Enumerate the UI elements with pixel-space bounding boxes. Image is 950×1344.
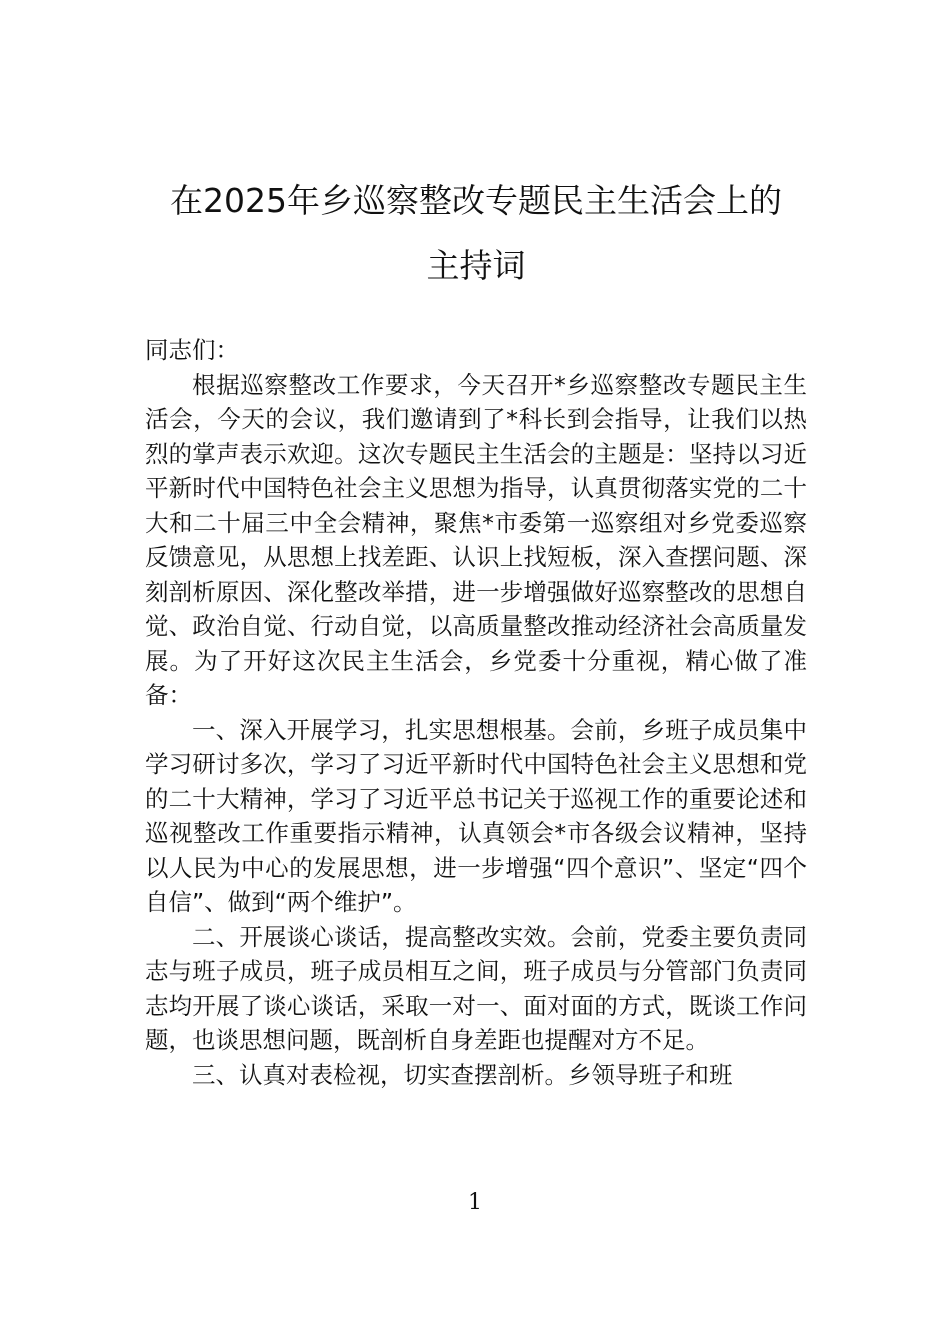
page-number: 1 bbox=[468, 1190, 482, 1215]
salutation: 同志们： bbox=[145, 336, 239, 364]
paragraph-study: 一、深入开展学习，扎实思想根基。会前，乡班子成员集中学习研讨多次，学习了习近平新时代中国特色社会主义思想和党的二十大精神，学习了习近平总书记关于巡视工作的重要论述和巡视整改工作重要指示精神，认真领会*市各级会议精神，坚持以人民为中心的发展思想，进一步增强“四个意识”、坚定“四个自信”、做到“两个维护”。 bbox=[145, 715, 807, 916]
document-body bbox=[145, 333, 807, 1092]
title-line-1: 在2025年乡巡察整改专题民主生活会上的 bbox=[170, 181, 782, 220]
paragraph-intro: 根据巡察整改工作要求，今天召开*乡巡察整改专题民主生活会，今天的会议，我们邀请到了*科长到会指导，让我们以热烈的掌声表示欢迎。这次专题民主生活会的主题是：坚持以习近平新时代中国特色社会主义思想为指导，认真贯彻落实党的二十大和二十届三中全会精神，聚焦*市委第一巡察组对乡党委巡察反馈意见，从思想上找差距、认识上找短板，深入查摆问题、深刻剖析原因、深化整改举措，进一步增强做好巡察整改的思想自觉、政治自觉、行动自觉，以高质量整改推动经济社会高质量发展。为了开好这次民主生活会，乡党委十分重视，精心做了准备： bbox=[145, 370, 807, 709]
paragraph-review: 三、认真对表检视，切实查摆剖析。乡领导班子和班 bbox=[192, 1060, 733, 1089]
paragraph-talks: 二、开展谈心谈话，提高整改实效。会前，党委主要负责同志与班子成员，班子成员相互之间，班子成员与分管部门负责同志均开展了谈心谈话，采取一对一、面对面的方式，既谈工作问题，也谈思想问题，既剖析自身差距也提醒对方不足。 bbox=[145, 922, 807, 1054]
document-title bbox=[145, 168, 807, 298]
title-line-2: 主持词 bbox=[426, 246, 526, 285]
